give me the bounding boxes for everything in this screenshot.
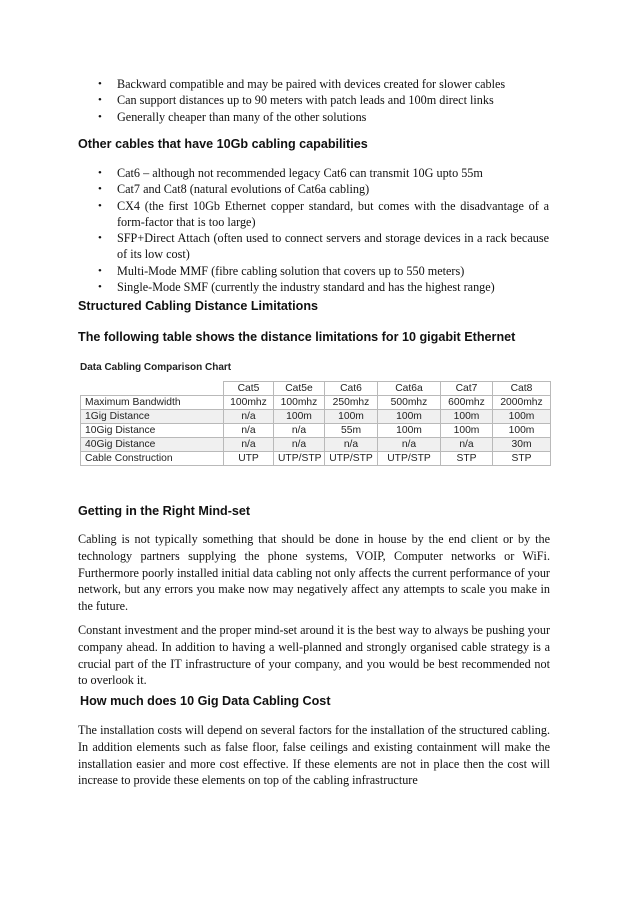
table-cell: UTP/STP	[274, 452, 325, 466]
list-item: • Generally cheaper than many of the other solutions	[98, 109, 367, 124]
table-header-cell: Cat8	[493, 382, 551, 396]
list-item: • SFP+Direct Attach (often used to connect servers and storage devices in a rack because of its low cost)	[98, 231, 549, 262]
paragraph-mindset-2: Constant investment and the proper mind-set around it is the best way to always be pushing your company ahead. In addition to having a well-planned and strongly organised cable strategy is a crucial part of the IT infrastructure of your company, and you would be best recommended not to overlook it.	[78, 623, 550, 688]
list-item: • Backward compatible and may be paired with devices created for slower cables	[98, 77, 506, 91]
table-cell: 600mhz	[441, 396, 493, 410]
table-cell: 100m	[441, 410, 493, 424]
list-item: • CX4 (the first 10Gb Ethernet copper standard, but comes with the disadvantage of a form-factor that is too large)	[98, 198, 549, 229]
table-row-label: 1Gig Distance	[81, 410, 224, 424]
table-cell: n/a	[441, 438, 493, 452]
table-cell: 55m	[325, 424, 378, 438]
bullet-icon: •	[98, 110, 102, 123]
table-header-cell: Cat7	[441, 382, 493, 396]
table-cell: 30m	[493, 438, 551, 452]
table-cell: 500mhz	[378, 396, 441, 410]
list-item: • Cat6 – although not recommended legacy Cat6 can transmit 10G upto 55m	[98, 166, 483, 180]
table-row	[81, 424, 551, 438]
table-row-label: 10Gig Distance	[81, 424, 224, 438]
table-cell: UTP	[224, 452, 274, 466]
table-cell: 100mhz	[274, 396, 325, 410]
table-cell: 100m	[493, 410, 551, 424]
heading-mindset: Getting in the Right Mind-set	[78, 504, 251, 518]
chart-title: Data Cabling Comparison Chart	[80, 362, 232, 373]
table-cell: 250mhz	[325, 396, 378, 410]
table-cell: 100m	[274, 410, 325, 424]
bullet-icon: •	[98, 232, 102, 245]
table-cell: n/a	[325, 438, 378, 452]
bullet-icon: •	[98, 167, 102, 179]
table-cell: n/a	[224, 424, 274, 438]
table-cell: UTP/STP	[325, 452, 378, 466]
table-cell: STP	[493, 452, 551, 466]
bullet-icon: •	[98, 199, 102, 212]
comparison-table	[80, 381, 551, 466]
table-header-cell: Cat6a	[378, 382, 441, 396]
table-row-label: Cable Construction	[81, 452, 224, 466]
heading-distance-limitations: Structured Cabling Distance Limitations	[78, 299, 319, 313]
other-cables-bullet-list	[0, 165, 549, 295]
table-cell: 100m	[493, 424, 551, 438]
heading-cost: How much does 10 Gig Data Cabling Cost	[80, 694, 331, 708]
table-cell: 100m	[378, 410, 441, 424]
table-cell: n/a	[274, 424, 325, 438]
heading-other-cables: Other cables that have 10Gb cabling capabilities	[78, 137, 368, 151]
table-row	[81, 410, 551, 424]
table-row	[81, 452, 551, 466]
list-item: • Multi-Mode MMF (fibre cabling solution that covers up to 550 meters)	[98, 263, 465, 278]
table-cell: UTP/STP	[378, 452, 441, 466]
bullet-icon: •	[98, 183, 102, 196]
table-header-cell: Cat6	[325, 382, 378, 396]
bullet-icon: •	[98, 264, 102, 277]
table-cell: 100m	[325, 410, 378, 424]
table-cell: STP	[441, 452, 493, 466]
paragraph-mindset-1: Cabling is not typically something that should be done in house by the end client or by the technology partners supplying the phone systems, VOIP, Computer networks or WiFi. Furthermore poorly installed initial data cabling not only affects the current performance of your network, but any errors you make now may negatively affect any attempts to scale you make in the future.	[78, 532, 550, 614]
list-item: • Can support distances up to 90 meters with patch leads and 100m direct links	[98, 93, 494, 108]
table-header-row	[81, 382, 551, 396]
table-row-label: Maximum Bandwidth	[81, 396, 224, 410]
paragraph-cost: The installation costs will depend on several factors for the installation of the structured cabling. In addition elements such as false floor, false ceilings and existing containment will make the installation easier and more cost effective. If these elements are not in place then the cost will increase to provide these elements on top of the cabling infrastructure	[78, 723, 550, 788]
table-header-cell: Cat5	[224, 382, 274, 396]
table-cell: 100m	[441, 424, 493, 438]
comparison-chart	[80, 361, 550, 466]
table-header-cell: Cat5e	[274, 382, 325, 396]
table-cell: n/a	[274, 438, 325, 452]
bullet-icon: •	[98, 78, 102, 90]
table-header-cell	[81, 382, 224, 396]
table-cell: 100m	[378, 424, 441, 438]
table-row-label: 40Gig Distance	[81, 438, 224, 452]
list-item: • Cat7 and Cat8 (natural evolutions of Cat6a cabling)	[98, 182, 370, 197]
table-row	[81, 396, 551, 410]
table-cell: 100mhz	[224, 396, 274, 410]
table-cell: 2000mhz	[493, 396, 551, 410]
intro-bullet-list	[0, 76, 549, 125]
bullet-icon: •	[98, 281, 102, 294]
table-body	[81, 396, 551, 466]
table-row	[81, 438, 551, 452]
table-cell: n/a	[224, 438, 274, 452]
heading-distance-table-intro: The following table shows the distance limitations for 10 gigabit Ethernet	[78, 330, 516, 344]
list-item: • Single-Mode SMF (currently the industry standard and has the highest range)	[98, 280, 495, 295]
table-cell: n/a	[378, 438, 441, 452]
table-cell: n/a	[224, 410, 274, 424]
bullet-icon: •	[98, 94, 102, 107]
